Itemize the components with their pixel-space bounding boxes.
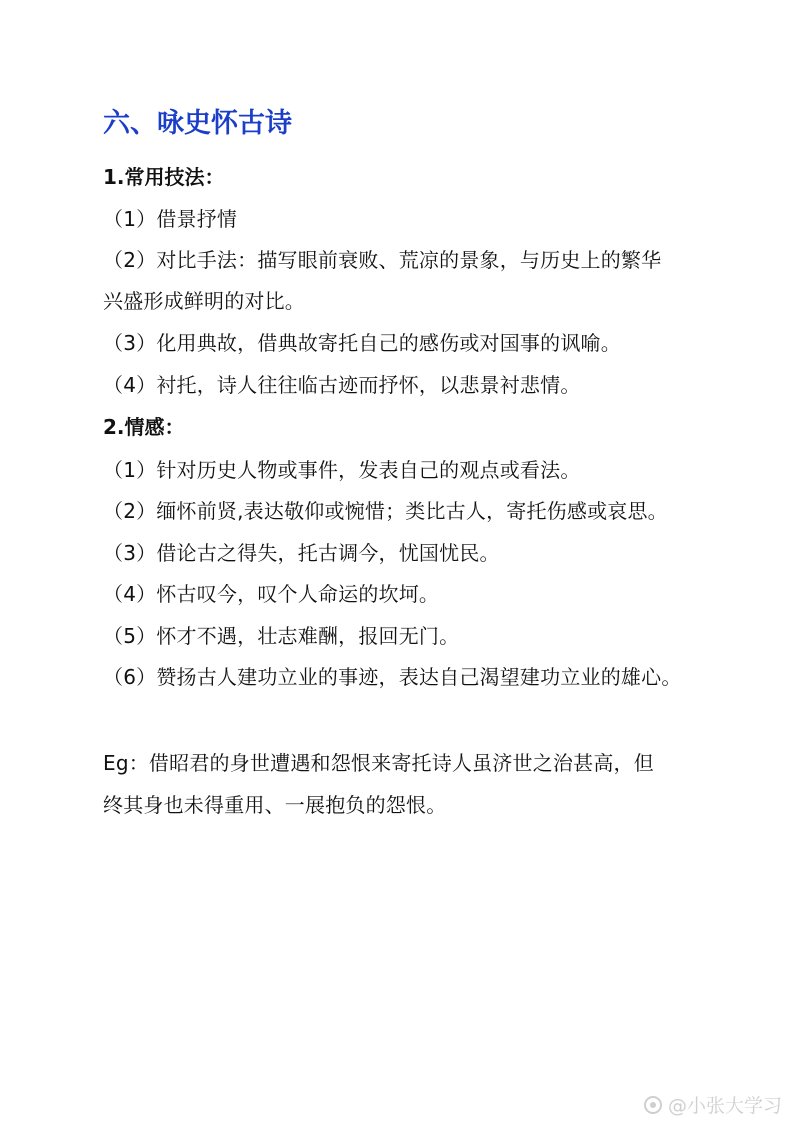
emotion-item: （2）缅怀前贤,表达敬仰或惋惜；类比古人，寄托伤感或哀思。 <box>103 499 668 523</box>
emotion-item: （5）怀才不遇，壮志难酬，报回无门。 <box>103 624 460 648</box>
example-text: Eg：借昭君的身世遭遇和怨恨来寄托诗人虽济世之治甚高，但 <box>103 751 654 775</box>
watermark-text: @小张大学习 <box>667 1095 782 1117</box>
watermark-logo-icon <box>644 1096 662 1114</box>
watermark <box>644 1091 782 1118</box>
example-text-continued: 终其身也未得重用、一展抱负的怨恨。 <box>103 793 447 817</box>
technique-item: （4）衬托，诗人往往临古迹而抒怀，以悲景衬悲情。 <box>103 373 581 397</box>
technique-item: （1）借景抒情 <box>103 207 238 231</box>
emotion-item: （4）怀古叹今，叹个人命运的坎坷。 <box>103 582 440 606</box>
technique-item: （3）化用典故，借典故寄托自己的感伤或对国事的讽喻。 <box>103 331 621 355</box>
technique-item-continued: 兴盛形成鲜明的对比。 <box>103 289 305 313</box>
section-heading-emotions: 2.情感： <box>103 415 185 439</box>
technique-item: （2）对比手法：描写眼前衰败、荒凉的景象，与历史上的繁华 <box>103 248 662 272</box>
emotion-item: （1）针对历史人物或事件，发表自己的观点或看法。 <box>103 458 581 482</box>
emotion-item: （3）借论古之得失，托古调今，忧国忧民。 <box>103 541 500 565</box>
page-title: 六、咏史怀古诗 <box>103 108 292 139</box>
emotion-item: （6）赞扬古人建功立业的事迹，表达自己渴望建功立业的雄心。 <box>103 665 682 689</box>
section-heading-techniques: 1.常用技法： <box>103 165 225 189</box>
